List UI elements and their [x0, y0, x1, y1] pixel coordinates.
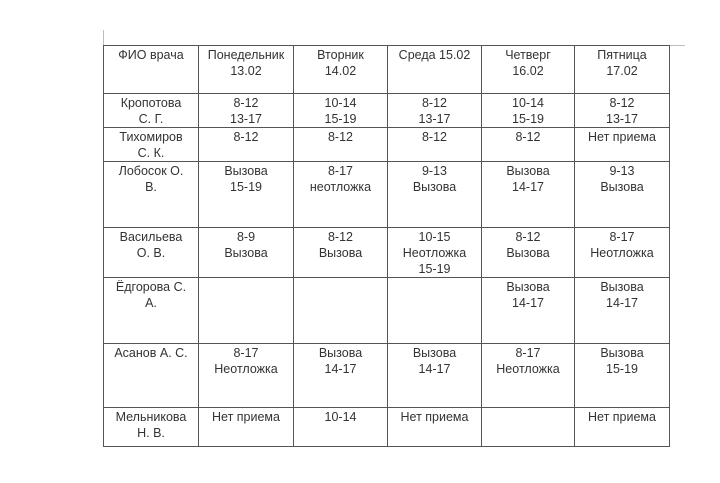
- schedule-cell: [575, 162, 670, 228]
- schedule-cell: [482, 408, 575, 447]
- schedule-cell: [482, 278, 575, 344]
- cell-line: 8-12: [515, 230, 541, 244]
- cell-line: 8-12: [327, 130, 354, 144]
- cell-line: Вызова: [224, 246, 268, 260]
- cell-line: 8-17: [515, 346, 541, 360]
- cell-line: Нет приема: [212, 410, 280, 424]
- schedule-cell: [199, 128, 294, 162]
- table-row: [104, 278, 670, 344]
- cell-line: Вызова: [318, 346, 363, 360]
- cell-line: Вызова: [600, 280, 644, 294]
- cell-line: Ёдгорова С.: [115, 280, 187, 294]
- doctor-name-cell: [104, 128, 199, 162]
- cell-line: В.: [145, 180, 157, 194]
- cell-line: 10-14: [512, 96, 544, 110]
- schedule-cell: [482, 228, 575, 278]
- cell-line: Нет приема: [588, 410, 656, 424]
- schedule-cell: [482, 162, 575, 228]
- cell-line: 9-13: [609, 164, 635, 178]
- header-day-cell: [294, 46, 388, 94]
- schedule-cell: [575, 408, 670, 447]
- cell-line: 15-19: [418, 262, 451, 276]
- schedule-cell: [199, 278, 294, 344]
- table-row: [104, 228, 670, 278]
- schedule-cell: [482, 94, 575, 128]
- cell-line: О. В.: [136, 246, 166, 260]
- cell-line: 13-17: [606, 112, 638, 126]
- cell-line: Понедельник: [207, 48, 285, 62]
- cell-line: 13-17: [418, 112, 451, 126]
- schedule-cell: [294, 408, 388, 447]
- cell-line: С. К.: [137, 146, 165, 160]
- cell-line: Среда 15.02: [398, 48, 471, 62]
- cell-line: 8-12: [609, 96, 635, 110]
- schedule-cell: [294, 128, 388, 162]
- header-row: [104, 46, 670, 94]
- cell-line: неотложка: [309, 180, 372, 194]
- schedule-cell: [388, 228, 482, 278]
- schedule-cell: [575, 128, 670, 162]
- schedule-cell: [199, 162, 294, 228]
- header-day-cell: [199, 46, 294, 94]
- cell-line: 17.02: [606, 64, 638, 78]
- schedule-cell: [388, 344, 482, 408]
- schedule-cell: [575, 278, 670, 344]
- schedule-cell: [294, 344, 388, 408]
- cell-line: Вызова: [412, 180, 457, 194]
- header-doctor-cell: [104, 46, 199, 94]
- cell-line: Вызова: [318, 246, 363, 260]
- cell-line: Кропотова: [120, 96, 182, 110]
- cell-line: 14-17: [606, 296, 638, 310]
- cell-line: 14-17: [512, 296, 544, 310]
- doctor-schedule-table: [103, 45, 670, 447]
- table-row: [104, 408, 670, 447]
- schedule-cell: [388, 162, 482, 228]
- cell-line: 10-15: [418, 230, 451, 244]
- schedule-cell: [199, 344, 294, 408]
- schedule-cell: [482, 128, 575, 162]
- cell-line: Неотложка: [402, 246, 467, 260]
- table-row: [104, 162, 670, 228]
- cell-line: Вызова: [506, 246, 550, 260]
- cell-line: Нет приема: [588, 130, 656, 144]
- cell-line: 8-12: [233, 130, 259, 144]
- header-day-cell: [575, 46, 670, 94]
- cell-line: Вызова: [224, 164, 268, 178]
- cell-line: 13.02: [230, 64, 262, 78]
- cell-line: 15-19: [230, 180, 262, 194]
- cell-line: Неотложка: [590, 246, 654, 260]
- header-day-cell: [482, 46, 575, 94]
- schedule-cell: [294, 278, 388, 344]
- cell-line: 8-12: [515, 130, 541, 144]
- cell-line: Четверг: [505, 48, 551, 62]
- table-row: [104, 344, 670, 408]
- cell-line: 8-12: [421, 130, 448, 144]
- cell-line: Вызова: [412, 346, 457, 360]
- cell-line: 14-17: [512, 180, 544, 194]
- cell-line: 13-17: [230, 112, 262, 126]
- schedule-cell: [199, 228, 294, 278]
- cell-line: 16.02: [512, 64, 544, 78]
- cell-line: 8-17: [609, 230, 635, 244]
- cell-line: 14.02: [324, 64, 357, 78]
- cell-line: 15-19: [324, 112, 357, 126]
- doctor-name-cell: [104, 162, 199, 228]
- table-row: [104, 94, 670, 128]
- cell-line: Лобосок О.: [118, 164, 184, 178]
- cell-line: Вторник: [317, 48, 364, 62]
- cell-line: 8-17: [327, 164, 354, 178]
- cell-line: 9-13: [421, 164, 448, 178]
- cell-line: А.: [145, 296, 157, 310]
- cell-line: Неотложка: [496, 362, 560, 376]
- cell-line: 8-12: [421, 96, 448, 110]
- cell-line: 8-17: [233, 346, 259, 360]
- cell-line: Вызова: [506, 280, 550, 294]
- schedule-cell: [388, 408, 482, 447]
- cell-line: ФИО врача: [118, 48, 184, 62]
- table-row: [104, 128, 670, 162]
- schedule-cell: [575, 344, 670, 408]
- cell-line: Вызова: [506, 164, 550, 178]
- schedule-cell: [294, 94, 388, 128]
- cell-line: 8-9: [236, 230, 256, 244]
- cell-line: Асанов А. С.: [114, 346, 188, 360]
- schedule-cell: [199, 94, 294, 128]
- cell-line: 10-14: [324, 96, 357, 110]
- cell-line: Вызова: [600, 180, 644, 194]
- cell-line: 8-12: [327, 230, 354, 244]
- cell-line: 10-14: [324, 410, 357, 424]
- cell-line: Мельникова: [115, 410, 187, 424]
- cell-line: Пятница: [597, 48, 647, 62]
- schedule-cell: [294, 228, 388, 278]
- cell-line: Вызова: [600, 346, 644, 360]
- cell-line: С. Г.: [138, 112, 164, 126]
- cell-line: 14-17: [324, 362, 357, 376]
- cell-line: 14-17: [418, 362, 451, 376]
- schedule-cell: [294, 162, 388, 228]
- doctor-name-cell: [104, 344, 199, 408]
- schedule-cell: [482, 344, 575, 408]
- schedule-cell: [388, 278, 482, 344]
- cell-line: 15-19: [512, 112, 544, 126]
- cell-line: 8-12: [233, 96, 259, 110]
- cell-line: Нет приема: [400, 410, 469, 424]
- doctor-name-cell: [104, 94, 199, 128]
- doctor-name-cell: [104, 228, 199, 278]
- schedule-cell: [388, 128, 482, 162]
- schedule-cell: [575, 228, 670, 278]
- doctor-name-cell: [104, 408, 199, 447]
- cell-line: 15-19: [606, 362, 638, 376]
- header-day-cell: [388, 46, 482, 94]
- schedule-cell: [575, 94, 670, 128]
- schedule-cell: [199, 408, 294, 447]
- cell-line: Н. В.: [137, 426, 165, 440]
- schedule-cell: [388, 94, 482, 128]
- cell-line: Васильева: [119, 230, 183, 244]
- cell-line: Неотложка: [214, 362, 278, 376]
- doctor-name-cell: [104, 278, 199, 344]
- cell-line: Тихомиров: [119, 130, 183, 144]
